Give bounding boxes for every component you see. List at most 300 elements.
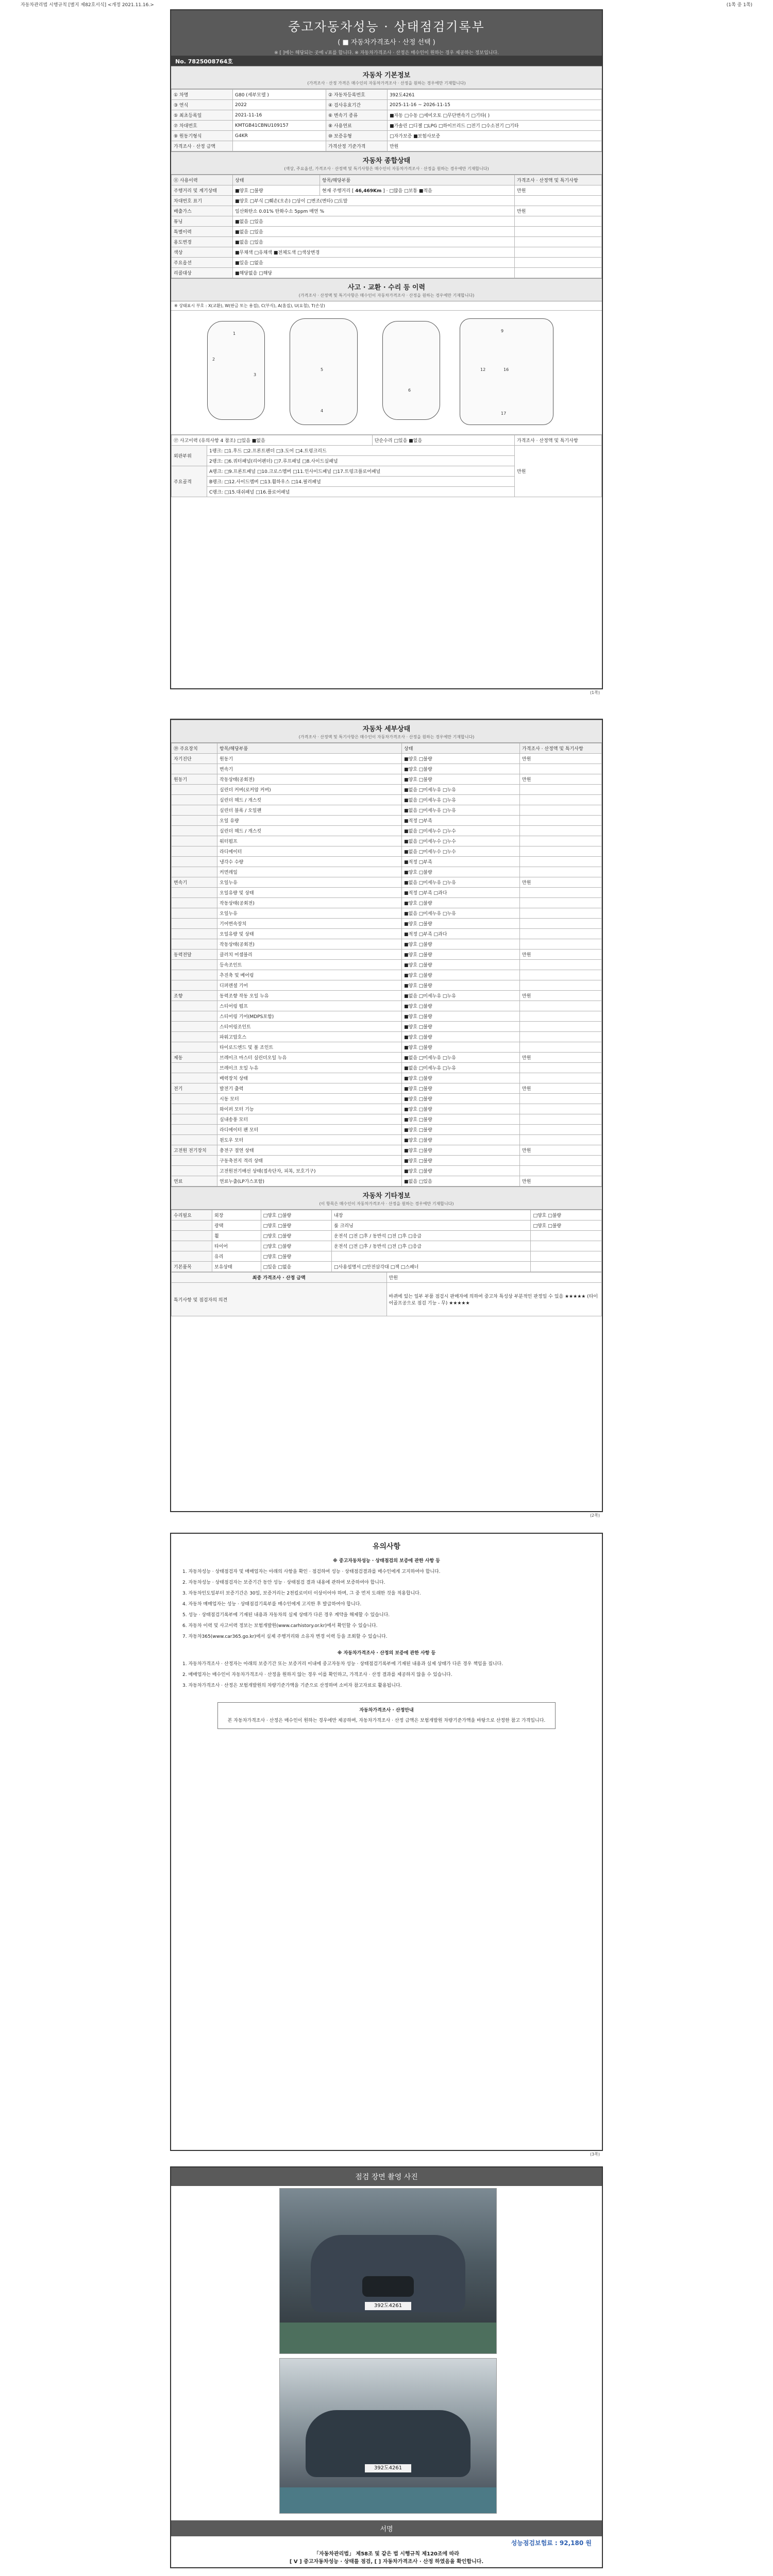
detail-item: 디퍼렌셜 기어 — [217, 980, 402, 991]
car-front-view — [207, 321, 265, 420]
mileage-price: 만원 — [515, 185, 602, 196]
notice-paragraph: 5. 성능 · 상태점검기록부에 기재된 내용과 자동차의 실제 상태가 다른 경우 계약을 해제할 수 있습니다. — [182, 1613, 390, 1618]
detail-row — [172, 785, 602, 795]
color-status: ■무채색 □유채색 ■전체도색 □색상변경 — [233, 247, 515, 258]
detail-item: 냉각수 수량 — [217, 857, 402, 867]
signature-section — [171, 2520, 602, 2565]
inspection-page-1 — [170, 9, 603, 695]
other-info-cell: □양호 □불량 — [261, 1231, 331, 1241]
detail-device — [172, 970, 217, 980]
detail-price — [520, 805, 602, 816]
detail-item: 실린더 헤드 / 개스킷 — [217, 795, 402, 805]
detail-item: 오일누유 — [217, 908, 402, 919]
detail-row — [172, 898, 602, 908]
detail-item: 실린더 커버(로커암 커버) — [217, 785, 402, 795]
basic-info-value: ■자동 □수동 □세미오토 □무단변속기 □기타( ) — [387, 110, 601, 121]
part-label-5: 5 — [321, 367, 324, 372]
other-info-cell: □있음 □없음 — [261, 1262, 331, 1272]
basic-info-label: ③ 연식 — [172, 100, 233, 110]
tuning-price — [515, 216, 602, 227]
other-info-cell: 휠 — [212, 1231, 261, 1241]
detail-price — [520, 939, 602, 950]
other-info-subtitle: (이 항목은 매수인이 자동차가격조사 · 산정을 원하는 경우에만 기재합니다) — [171, 1200, 602, 1210]
basic-info-value: 만원 — [387, 141, 601, 151]
detail-row — [172, 1042, 602, 1053]
basic-info-label: ⑥ 변속기 종류 — [326, 110, 387, 121]
color-label: 색상 — [172, 247, 233, 258]
detail-device — [172, 805, 217, 816]
detail-item: 기어변속장치 — [217, 919, 402, 929]
photo-section-title: 점검 장면 촬영 사진 — [171, 2167, 602, 2186]
special-notes-label: 특기사항 및 점검자의 의견 — [172, 1283, 387, 1316]
detail-status: ■양호 □불량 — [402, 960, 520, 970]
detail-row — [172, 1176, 602, 1187]
detail-status: ■없음 □있음 — [402, 1176, 520, 1187]
other-info-cell — [172, 1221, 212, 1231]
special-history-price — [515, 227, 602, 237]
detail-row — [172, 1053, 602, 1063]
other-info-cell: □양호 □불량 — [261, 1221, 331, 1231]
detail-price — [520, 785, 602, 795]
detail-device — [172, 908, 217, 919]
detail-header-device: ⑲ 주요장치 — [172, 743, 217, 754]
detail-row — [172, 826, 602, 836]
other-info-cell — [172, 1231, 212, 1241]
recall-status: ■해당없음 □해당 — [233, 268, 515, 278]
detail-device: 원동기 — [172, 774, 217, 785]
detail-row — [172, 1166, 602, 1176]
detail-price — [520, 826, 602, 836]
vin-price — [515, 196, 602, 206]
garage-floor — [280, 2323, 496, 2353]
detail-row — [172, 1125, 602, 1135]
detail-row — [172, 919, 602, 929]
detail-device — [172, 1166, 217, 1176]
inspection-page-3 — [170, 1533, 603, 2157]
detail-item: 스티어링 펌프 — [217, 1001, 402, 1011]
detail-price — [520, 960, 602, 970]
detail-price — [520, 1125, 602, 1135]
summary-header-history: ⑪ 사용이력 — [172, 175, 233, 185]
basic-info-value: 2025-11-16 ~ 2026-11-15 — [387, 100, 601, 110]
basic-info-label: ⑦ 차대번호 — [172, 121, 233, 131]
other-info-cell: □양호 □불량 — [261, 1241, 331, 1251]
options-status: ■있음 □없음 — [233, 258, 515, 268]
detail-row — [172, 1145, 602, 1156]
mileage-label: 주행거리 및 계기상태 — [172, 185, 233, 196]
basic-info-value: G4KR — [233, 131, 326, 141]
basic-info-label: ⑨ 원동기형식 — [172, 131, 233, 141]
basic-info-value: 2021-11-16 — [233, 110, 326, 121]
detail-subtitle: (가격조사 · 산정액 및 특기사항은 매수인이 자동차가격조사 · 산정을 원하는 경우에만 기재합니다) — [171, 734, 602, 743]
detail-row — [172, 1083, 602, 1094]
part-label-9: 9 — [501, 329, 504, 333]
other-info-cell: □양호 □불량 — [531, 1221, 602, 1231]
detail-price: 만원 — [520, 1083, 602, 1094]
emission-price: 만원 — [515, 206, 602, 216]
other-info-cell — [172, 1251, 212, 1262]
recall-price — [515, 268, 602, 278]
price-guide-box — [217, 1702, 556, 1729]
other-info-cell — [332, 1251, 531, 1262]
basic-info-label: 가격산정 기준가격 — [326, 141, 387, 151]
inspection-page-4 — [170, 2166, 603, 2568]
detail-price — [520, 867, 602, 877]
detail-status: ■없음 □미세누수 □누수 — [402, 846, 520, 857]
basic-info-label: ④ 검사유효기간 — [326, 100, 387, 110]
frame-label: 주요골격 — [172, 466, 207, 497]
notice-heading-1: ※ 중고자동차성능 · 상태점검의 보증에 관한 사항 등 — [333, 1558, 440, 1564]
detail-item: 동력조향 작동 오일 누유 — [217, 991, 402, 1001]
detail-device: 자기진단 — [172, 754, 217, 764]
detail-price — [520, 1022, 602, 1032]
detail-device — [172, 1114, 217, 1125]
detail-item: 커먼레일 — [217, 867, 402, 877]
car-rear-view — [382, 321, 440, 420]
detail-status: ■없음 □미세누유 □누유 — [402, 805, 520, 816]
basic-info-value: □자가보증 ■보험사보증 — [387, 131, 601, 141]
detail-item: 발전기 출력 — [217, 1083, 402, 1094]
detail-row — [172, 1011, 602, 1022]
basic-info-label: ② 자동차등록번호 — [326, 90, 387, 100]
detail-item: 파워고압호스 — [217, 1032, 402, 1042]
basic-info-label: ⑩ 보증유형 — [326, 131, 387, 141]
special-history-status: ■없음 □있음 — [233, 227, 515, 237]
detail-device — [172, 1125, 217, 1135]
detail-device — [172, 1011, 217, 1022]
detail-price — [520, 836, 602, 846]
detail-status: ■양호 □불량 — [402, 754, 520, 764]
document-number: No. 7825008764호 — [171, 56, 602, 66]
detail-status: ■양호 □불량 — [402, 1094, 520, 1104]
other-info-row — [172, 1221, 602, 1231]
notice-paragraph: 1. 자동차가격조사 · 산정자는 아래의 보증기간 또는 보증거리 이내에 중고자동차 성능 · 상태점검기록부에 기재된 내용과 실제 상태가 다른 경우 책임을 집니다. — [182, 1662, 503, 1667]
car-grille — [362, 2276, 414, 2297]
basic-info-row — [172, 110, 602, 121]
other-info-row — [172, 1262, 602, 1272]
detail-row — [172, 1022, 602, 1032]
basic-info-value — [233, 141, 326, 151]
basic-info-label: ① 차명 — [172, 90, 233, 100]
detail-row — [172, 795, 602, 805]
inspection-photo-side — [279, 2358, 497, 2514]
detail-device — [172, 785, 217, 795]
detail-row — [172, 1073, 602, 1083]
summary-table — [171, 175, 602, 278]
final-price-table — [171, 1272, 602, 1316]
detail-price: 만원 — [520, 1145, 602, 1156]
accident-price: 가격조사 · 산정액 및 특기사항 — [515, 435, 602, 446]
inspection-photo-front — [279, 2188, 497, 2354]
detail-item: 원동기 — [217, 754, 402, 764]
detail-price: 만원 — [520, 1176, 602, 1187]
options-label: 주요옵션 — [172, 258, 233, 268]
notice-title: 유의사항 — [372, 1543, 401, 1551]
options-price — [515, 258, 602, 268]
accident-price-value: 만원 — [515, 446, 602, 497]
legal-confirm-line-2: [ V ] 중고자동차성능 · 상태를 점검, [ ] 자동차가격조사 · 산정 하였음을 확인합니다. — [289, 2559, 484, 2565]
detail-item: 스티어링조인트 — [217, 1022, 402, 1032]
detail-price — [520, 1073, 602, 1083]
insurance-fee: 성능점검보험료 : 92,180 원 — [511, 2539, 592, 2547]
other-info-row — [172, 1231, 602, 1241]
other-info-cell: 유리 — [212, 1251, 261, 1262]
detail-status: ■양호 □불량 — [402, 1011, 520, 1022]
form-subtitle: ( ■ 자동차가격조사 · 산정 선택 ) — [338, 39, 435, 46]
basic-info-label: ⑧ 사용연료 — [326, 121, 387, 131]
summary-header-item: 항목/해당부품 — [320, 175, 515, 185]
part-label-3: 3 — [254, 372, 257, 377]
detail-device — [172, 980, 217, 991]
part-label-6: 6 — [408, 388, 411, 393]
license-plate: 392도4261 — [365, 2464, 411, 2472]
other-info-cell: □사용설명서 □안전삼각대 □잭 □스패너 — [332, 1262, 531, 1272]
detail-status: ■양호 □불량 — [402, 867, 520, 877]
notice-heading-2: ※ 자동차가격조사 · 산정의 보증에 관한 사항 등 — [337, 1651, 436, 1656]
detail-price — [520, 1135, 602, 1145]
detail-row — [172, 970, 602, 980]
detail-device — [172, 816, 217, 826]
detail-device — [172, 836, 217, 846]
detail-device — [172, 1094, 217, 1104]
detail-item: 와이퍼 모터 기능 — [217, 1104, 402, 1114]
detail-device — [172, 867, 217, 877]
detail-row — [172, 816, 602, 826]
emission-value: 일산화탄소 0.01% 탄화수소 5ppm 매연 % — [233, 206, 515, 216]
mileage-number: 46,469Km — [355, 189, 382, 194]
other-info-cell: 내장 — [332, 1210, 531, 1221]
notice-paragraph: 7. 자동차365(www.car365.go.kr)에서 실제 주행거리와 소유자 변경 이력 등을 조회할 수 있습니다. — [182, 1634, 388, 1639]
vin-status: ■양호 □부식 □훼손(오손) □상이 □변조(변타) □도말 — [233, 196, 515, 206]
detail-device — [172, 1032, 217, 1042]
detail-status: ■양호 □불량 — [402, 1125, 520, 1135]
detail-row — [172, 754, 602, 764]
detail-price — [520, 929, 602, 939]
detail-device: 연료 — [172, 1176, 217, 1187]
detail-title: 자동차 세부상태 — [171, 720, 602, 734]
special-notes-text: 바퀴에 있는 일부 부품 점검시 판매자에 의하여 중고차 특성상 부분적인 판정일 수 있음 ★★★★★ (타이어골프공으로 점검 기능 - 무) ★★★★★ — [386, 1283, 602, 1316]
detail-item: 라디에이터 팬 모터 — [217, 1125, 402, 1135]
part-label-1: 1 — [233, 331, 236, 336]
detail-device — [172, 939, 217, 950]
summary-title: 자동차 종합상태 — [171, 151, 602, 165]
price-guide-text: 본 자동차가격조사 · 산정은 매수인이 원하는 경우에만 제공하며, 자동차가격조사 · 산정 금액은 보험개발원 차량기준가액을 바탕으로 산정한 참고 가격입니다. — [227, 1718, 546, 1723]
summary-header-price: 가격조사 · 산정액 및 특기사항 — [515, 175, 602, 185]
detail-device — [172, 898, 217, 908]
detail-row — [172, 846, 602, 857]
basic-info-label: 가격조사 · 산정 금액 — [172, 141, 233, 151]
detail-device — [172, 826, 217, 836]
page-number-1: (1쪽) — [590, 690, 600, 695]
detail-price — [520, 1063, 602, 1073]
outer-panel-rank1: 1랭크: □1.후드 □2.프론트펜더 □3.도어 □4.트렁크리드 — [207, 446, 515, 456]
detail-status: ■양호 □불량 — [402, 1042, 520, 1053]
detail-status: ■양호 □불량 — [402, 950, 520, 960]
detail-item: 브레이크 마스터 실린더오일 누유 — [217, 1053, 402, 1063]
detail-header-price: 가격조사 · 산정액 및 특기사항 — [520, 743, 602, 754]
detail-row — [172, 960, 602, 970]
form-title: 중고자동차성능 · 상태점검기록부 — [288, 20, 485, 34]
tuning-label: 튜닝 — [172, 216, 233, 227]
notice-paragraph: 4. 자동차 매매업자는 성능 · 상태점검기록부를 매수인에게 고지한 후 발급하여야 합니다. — [182, 1602, 362, 1607]
detail-price — [520, 898, 602, 908]
detail-device — [172, 888, 217, 898]
price-guide-title: 자동차가격조사 · 산정안내 — [359, 1708, 414, 1713]
detail-item: 작동상태(공회전) — [217, 898, 402, 908]
accident-history-row: ⑰ 사고이력 (유의사항 4 참조) □있음 ■없음 — [172, 435, 373, 446]
basic-info-row — [172, 141, 602, 151]
detail-item: 변속기 — [217, 764, 402, 774]
detail-row — [172, 939, 602, 950]
detail-status: ■없음 □미세누유 □누유 — [402, 795, 520, 805]
detail-device — [172, 1135, 217, 1145]
basic-info-row — [172, 131, 602, 141]
detail-item: 실내송풍 모터 — [217, 1114, 402, 1125]
frame-rank-c: C랭크: □15.대쉬패널 □16.플로어패널 — [207, 487, 515, 497]
car-damage-diagram — [171, 311, 602, 435]
detail-item: 충전구 절연 상태 — [217, 1145, 402, 1156]
other-info-title: 자동차 기타정보 — [171, 1187, 602, 1200]
notice-paragraph: 3. 자동차가격조사 · 산정은 보험개발원의 차량기준가액을 기준으로 산정하며 소비자 참고자료로 활용됩니다. — [182, 1683, 402, 1688]
detail-status: ■양호 □불량 — [402, 1022, 520, 1032]
basic-info-value: 2022 — [233, 100, 326, 110]
detail-item: 오일유량 및 상태 — [217, 888, 402, 898]
mileage-status: ■양호 □불량 — [233, 185, 320, 196]
outer-panel-label: 외판부위 — [172, 446, 207, 466]
detail-device — [172, 857, 217, 867]
detail-price: 만원 — [520, 754, 602, 764]
garage-floor — [280, 2487, 496, 2513]
detail-device — [172, 795, 217, 805]
mileage-level: □많음 □보통 ■적음 — [389, 189, 432, 194]
detail-status: ■없음 □미세누유 □누유 — [402, 991, 520, 1001]
detail-item: 고전원전기배선 상태(접속단자, 피복, 보호기구) — [217, 1166, 402, 1176]
detail-item: 오일누유 — [217, 877, 402, 888]
detail-row — [172, 836, 602, 846]
detail-status: ■양호 □불량 — [402, 1083, 520, 1094]
detail-status: ■없음 □미세누유 □누유 — [402, 785, 520, 795]
detail-item: 스티어링 기어(MDPS포함) — [217, 1011, 402, 1022]
detail-device — [172, 1156, 217, 1166]
detail-device: 제동 — [172, 1053, 217, 1063]
detail-status: ■적정 □부족 □과다 — [402, 888, 520, 898]
detail-price — [520, 908, 602, 919]
color-price — [515, 247, 602, 258]
detail-row — [172, 1032, 602, 1042]
basic-info-row — [172, 90, 602, 100]
special-history-label: 특별이력 — [172, 227, 233, 237]
basic-info-table — [171, 89, 602, 151]
detail-row — [172, 991, 602, 1001]
detail-status: ■양호 □불량 — [402, 1166, 520, 1176]
detail-row — [172, 950, 602, 960]
detail-device — [172, 960, 217, 970]
detail-price: 만원 — [520, 950, 602, 960]
detail-price: 만원 — [520, 877, 602, 888]
part-label-12: 12 — [480, 367, 486, 372]
detail-price — [520, 816, 602, 826]
detail-status: ■양호 □불량 — [402, 1001, 520, 1011]
other-info-cell: 외장 — [212, 1210, 261, 1221]
detail-item: 배력장치 상태 — [217, 1073, 402, 1083]
detail-status: ■없음 □미세누유 □누유 — [402, 1053, 520, 1063]
other-info-cell: 기본품목 — [172, 1262, 212, 1272]
detail-item: 윈도우 모터 — [217, 1135, 402, 1145]
detail-status: ■양호 □불량 — [402, 1135, 520, 1145]
detail-price: 만원 — [520, 774, 602, 785]
usage-change-price — [515, 237, 602, 247]
frame-rank-b: B랭크: □12.사이드멤버 □13.휠하우스 □14.필러패널 — [207, 477, 515, 487]
car-top-view — [290, 318, 358, 425]
page-number-2: (2쪽) — [590, 1513, 600, 1518]
detail-header-status: 상태 — [402, 743, 520, 754]
detail-price — [520, 795, 602, 805]
basic-info-value: KMTGB41CBNU109157 — [233, 121, 326, 131]
other-info-cell: 타이어 — [212, 1241, 261, 1251]
detail-item: 연료누출(LP가스포함) — [217, 1176, 402, 1187]
detail-status: ■양호 □불량 — [402, 939, 520, 950]
detail-row — [172, 867, 602, 877]
detail-price — [520, 980, 602, 991]
detail-status: ■양호 □불량 — [402, 919, 520, 929]
detail-status: ■양호 □불량 — [402, 774, 520, 785]
detail-item: 라디에이터 — [217, 846, 402, 857]
detail-price: 만원 — [520, 991, 602, 1001]
detail-status: ■없음 □미세누유 □누유 — [402, 1063, 520, 1073]
detail-item: 시동 모터 — [217, 1094, 402, 1104]
detail-price: 만원 — [520, 1053, 602, 1063]
accident-title: 사고 · 교환 · 수리 등 이력 — [171, 278, 602, 292]
notice-paragraph: 1. 자동차성능 · 상태점검자 및 매매업자는 아래의 사항을 확인 · 점검하여 성능 · 상태점검결과를 매수인에게 고지하여야 합니다. — [182, 1569, 441, 1574]
detail-device: 변속기 — [172, 877, 217, 888]
detail-item: 실린더 블록 / 오일팬 — [217, 805, 402, 816]
detail-item: 오일유량 및 상태 — [217, 929, 402, 939]
detail-row — [172, 1156, 602, 1166]
emission-label: 배출가스 — [172, 206, 233, 216]
detail-status: ■양호 □불량 — [402, 980, 520, 991]
detail-row — [172, 908, 602, 919]
detail-device — [172, 1042, 217, 1053]
other-info-cell: □양호 □불량 — [531, 1210, 602, 1221]
detail-row — [172, 1135, 602, 1145]
final-price-label: 최종 가격조사 · 산정 금액 — [172, 1273, 387, 1283]
detail-price — [520, 1042, 602, 1053]
detail-row — [172, 774, 602, 785]
car-body-shape — [311, 2235, 465, 2312]
detail-row — [172, 888, 602, 898]
detail-status: ■양호 □불량 — [402, 1156, 520, 1166]
detail-item: 작동상태(공회전) — [217, 774, 402, 785]
basic-info-subtitle: (가격조사 · 산정 가격은 매수인의 자동차가격조사 · 산정을 원하는 경우에만 기재합니다) — [171, 80, 602, 89]
page-count: (1쪽 중 1쪽) — [726, 3, 752, 8]
detail-item: 오일 유량 — [217, 816, 402, 826]
detail-status: ■없음 □미세누유 □누유 — [402, 877, 520, 888]
detail-price — [520, 1001, 602, 1011]
accident-legend: ※ 상태표시 부호 : X(교환), W(판금 또는 용접), C(부식), A(흠집), U(요철), T(손상) — [171, 301, 602, 311]
detail-price — [520, 1104, 602, 1114]
detail-item: 등속조인트 — [217, 960, 402, 970]
recall-label: 리콜대상 — [172, 268, 233, 278]
legal-confirm-line-1: 「자동차관리법」 제58조 및 같은 법 시행규칙 제120조에 따라 — [313, 2551, 460, 2557]
detail-item: 워터펌프 — [217, 836, 402, 846]
part-label-2: 2 — [212, 357, 215, 362]
tuning-status: ■없음 □있음 — [233, 216, 515, 227]
other-info-table — [171, 1210, 602, 1272]
detail-item: 브레이크 오일 누유 — [217, 1063, 402, 1073]
accident-table — [171, 435, 602, 497]
detail-row — [172, 980, 602, 991]
detail-row — [172, 1063, 602, 1073]
